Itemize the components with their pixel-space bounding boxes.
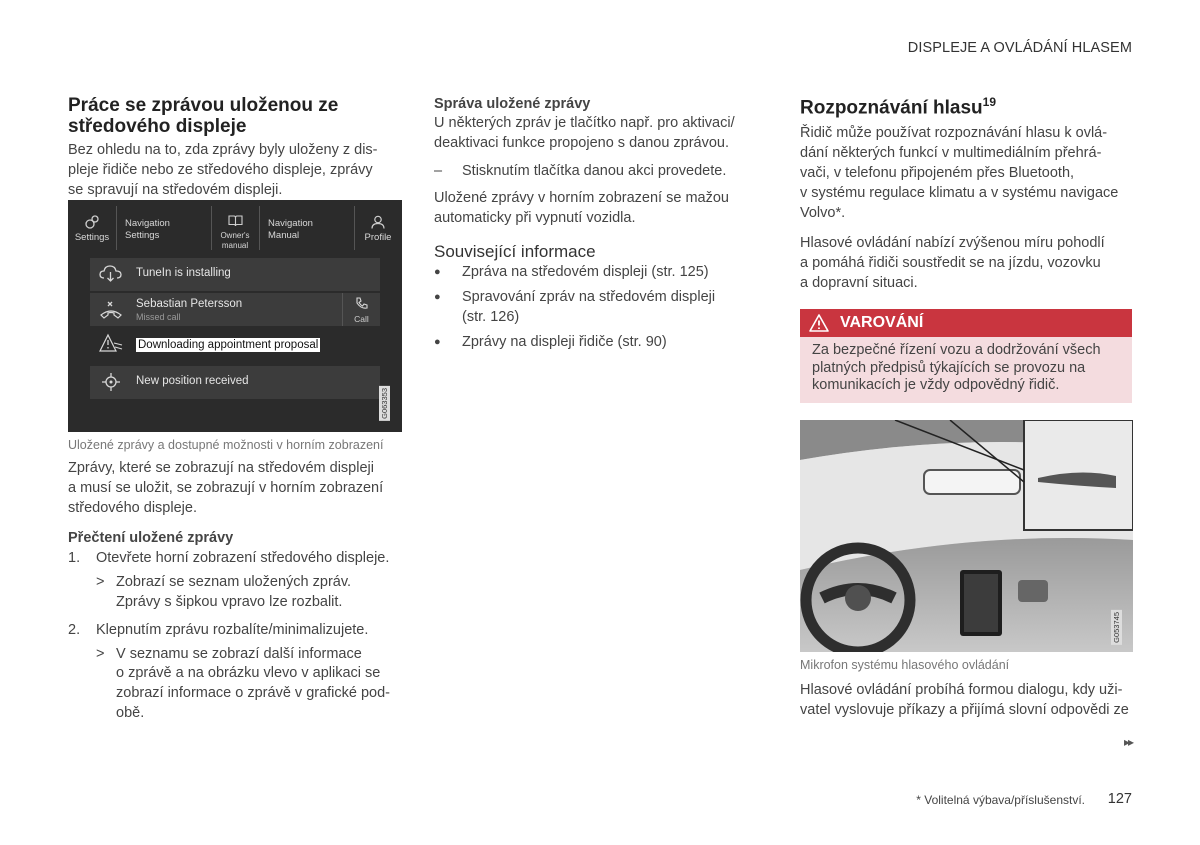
related-link[interactable]: [434, 333, 754, 353]
message-subtitle: Missed call: [136, 312, 181, 322]
statusbar-label: Navigation: [268, 218, 313, 229]
text-line: o zprávě a na obrázku vlevo v aplikaci se: [116, 665, 381, 682]
center-display-screenshot: [68, 200, 402, 432]
text-line: platných předpisů týkajících se provozu na: [812, 359, 1086, 376]
paragraph: [434, 189, 754, 229]
text-line: Uložené zprávy v horním zobrazení se mažou: [434, 190, 729, 207]
message-row[interactable]: [90, 366, 380, 399]
message-row[interactable]: [90, 293, 380, 326]
text-line: obě.: [116, 704, 145, 721]
heading-voice-recognition: [800, 92, 1132, 118]
missed-call-icon: [98, 298, 124, 320]
step-result: [96, 573, 400, 613]
text-line: středového displeje.: [68, 499, 197, 516]
text-line: pleje řidiče nebo ze středového displeje, zprávy: [68, 161, 373, 178]
gear-icon: [84, 214, 100, 230]
book-icon: [228, 215, 243, 227]
text-line: dání některých funkcí v multimediálním přehrá-: [800, 145, 1102, 162]
message-row[interactable]: [90, 328, 380, 361]
statusbar-label: Settings: [74, 232, 110, 243]
car-interior-illustration: [800, 420, 1133, 652]
result-text: [116, 573, 400, 613]
profile-icon: [371, 215, 385, 229]
related-info-heading: Související informace: [434, 241, 596, 261]
text-line: automaticky při vypnutí vozidla.: [434, 210, 636, 227]
footnote-ref: 19: [982, 95, 996, 109]
step-text: Otevřete horní zobrazení středového displeje.: [96, 550, 390, 567]
figure-caption: Uložené zprávy a dostupné možnosti v horním zobrazení: [68, 438, 384, 452]
divider: [116, 206, 117, 250]
statusbar-owners-manual: [211, 200, 259, 254]
text-line: Za bezpečné řízení vozu a dodržování všech: [812, 342, 1101, 358]
step-result: [96, 645, 400, 724]
column-left-lower: [68, 437, 400, 724]
text-line: Řidič může používat rozpoznávání hlasu k ovlá-: [800, 125, 1108, 142]
text-line: Hlasové ovládání probíhá formou dialogu, kdy uži-: [800, 682, 1123, 698]
bullet: ●: [434, 336, 441, 349]
step-item: [68, 549, 400, 569]
phone-icon: [355, 297, 368, 310]
warning-text: [800, 337, 1132, 400]
related-link[interactable]: [434, 263, 754, 283]
message-row[interactable]: [90, 258, 380, 291]
text-line: Zprávy s šipkou vpravo lze rozbalit.: [116, 593, 343, 610]
statusbar-label: Manual: [268, 230, 300, 241]
figure-caption: Mikrofon systému hlasového ovládání: [800, 658, 1010, 672]
text-line: komunikacích je vždy odpovědný řidič.: [812, 377, 1060, 393]
dash-marker: –: [434, 162, 443, 179]
text-line: a pomáhá řidiči soustředit se na jízdu, vozovku: [800, 255, 1101, 272]
text-line: Hlasové ovládání nabízí zvýšenou míru pohodlí: [800, 235, 1105, 252]
statusbar-label: Navigation: [125, 218, 170, 229]
continue-arrows: ▸▸: [1123, 735, 1132, 749]
text-line: Bez ohledu na to, zda zprávy byly uloženy z dis-: [68, 142, 378, 158]
text-line: deaktivaci funkce propojeno s danou zprávou.: [434, 134, 730, 151]
paragraph: [68, 459, 400, 518]
warning-triangle-icon: [808, 313, 830, 333]
dash-text: Stisknutím tlačítka danou akci provedete.: [462, 162, 727, 179]
related-link[interactable]: [434, 288, 754, 328]
warning-body: [800, 337, 1132, 403]
paragraph: [800, 124, 1132, 223]
call-button[interactable]: [343, 293, 380, 326]
paragraph: [800, 681, 1132, 721]
heading-saved-message: [68, 95, 400, 137]
image-code: G053745: [1112, 612, 1121, 643]
warning-icon: [98, 333, 124, 355]
paragraph: [800, 234, 1132, 293]
subheading-manage-message: Správa uložené zprávy: [434, 96, 591, 112]
text-line: vatel vyslovuje příkazy a přijímá slovní odpovědi ze: [800, 701, 1129, 718]
text-line: Volvo*.: [800, 204, 846, 221]
divider: [259, 206, 260, 250]
bullet: ●: [434, 290, 441, 303]
column-right: [800, 92, 1132, 294]
text-line: Spravování zpráv na středovém displeji: [462, 288, 716, 305]
column-middle: [434, 95, 754, 353]
statusbar-label: manual: [221, 241, 249, 250]
text-line: U některých zpráv je tlačítko např. pro aktivaci/: [434, 115, 735, 131]
position-icon: [98, 371, 124, 393]
paragraph: [434, 114, 754, 154]
text-line: a dopravní situaci.: [800, 274, 918, 291]
step-number: 1.: [68, 550, 81, 567]
warning-header: [800, 309, 1132, 337]
statusbar-label: Profile: [364, 232, 392, 243]
step-item: [68, 621, 400, 641]
result-text: [116, 645, 400, 724]
image-code: G063353: [380, 388, 389, 419]
text-line: (str. 126): [462, 308, 520, 325]
statusbar-profile: [354, 200, 402, 254]
column-left: [68, 95, 400, 200]
text-line: Zobrazí se seznam uložených zpráv.: [116, 574, 352, 591]
footnote: * Volitelná výbava/příslušenství.: [916, 793, 1085, 807]
text-line: V seznamu se zobrazí další informace: [116, 645, 362, 662]
page-number: 127: [1107, 791, 1132, 807]
statusbar-label: Owner's: [220, 231, 250, 240]
message-title: Downloading appointment proposal: [138, 339, 319, 351]
text-line: se spravují na středovém displeji.: [68, 181, 283, 198]
statusbar-settings: [68, 200, 116, 254]
step-number: 2.: [68, 621, 81, 638]
message-title: Sebastian Petersson: [136, 298, 243, 310]
call-label: Call: [354, 314, 369, 324]
related-link-text: Zprávy na displeji řidiče (str. 90): [462, 334, 667, 351]
heading-text: Rozpoznávání hlasu: [800, 97, 983, 119]
section-title: DISPLEJE A OVLÁDÁNÍ HLASEM: [907, 40, 1132, 56]
heading-line: Práce se zprávou uloženou ze: [68, 95, 339, 116]
text-line: vači, v telefonu připojeném přes Bluetooth,: [800, 164, 1075, 181]
bullet: ●: [434, 265, 441, 278]
cloud-download-icon: [98, 263, 124, 285]
result-marker: >: [96, 574, 105, 591]
result-marker: >: [96, 645, 105, 662]
related-link-text: [462, 288, 754, 328]
warning-title: VAROVÁNÍ: [840, 314, 924, 331]
statusbar-label: Settings: [125, 230, 160, 241]
heading-line: středového displeje: [68, 116, 247, 137]
message-title: New position received: [136, 375, 249, 387]
step-text: Klepnutím zprávu rozbalíte/minimalizujete.: [96, 621, 369, 638]
message-title: TuneIn is installing: [136, 267, 231, 279]
dash-item: [434, 162, 754, 182]
text-line: Zprávy, které se zobrazují na středovém displeji: [68, 460, 374, 476]
related-link-text: Zpráva na středovém displeji (str. 125): [462, 263, 709, 280]
column-right-lower: [800, 657, 1132, 721]
subheading-read-message: Přečtení uložené zprávy: [68, 530, 234, 547]
intro-paragraph: [68, 141, 400, 200]
text-line: a musí se uložit, se zobrazují v horním zobrazení: [68, 479, 384, 496]
microphone-location-photo: [800, 420, 1133, 652]
text-line: v systému regulace klimatu a v systému navigace: [800, 184, 1119, 201]
text-line: zobrazí informace o zprávě v grafické pod-: [116, 685, 391, 702]
